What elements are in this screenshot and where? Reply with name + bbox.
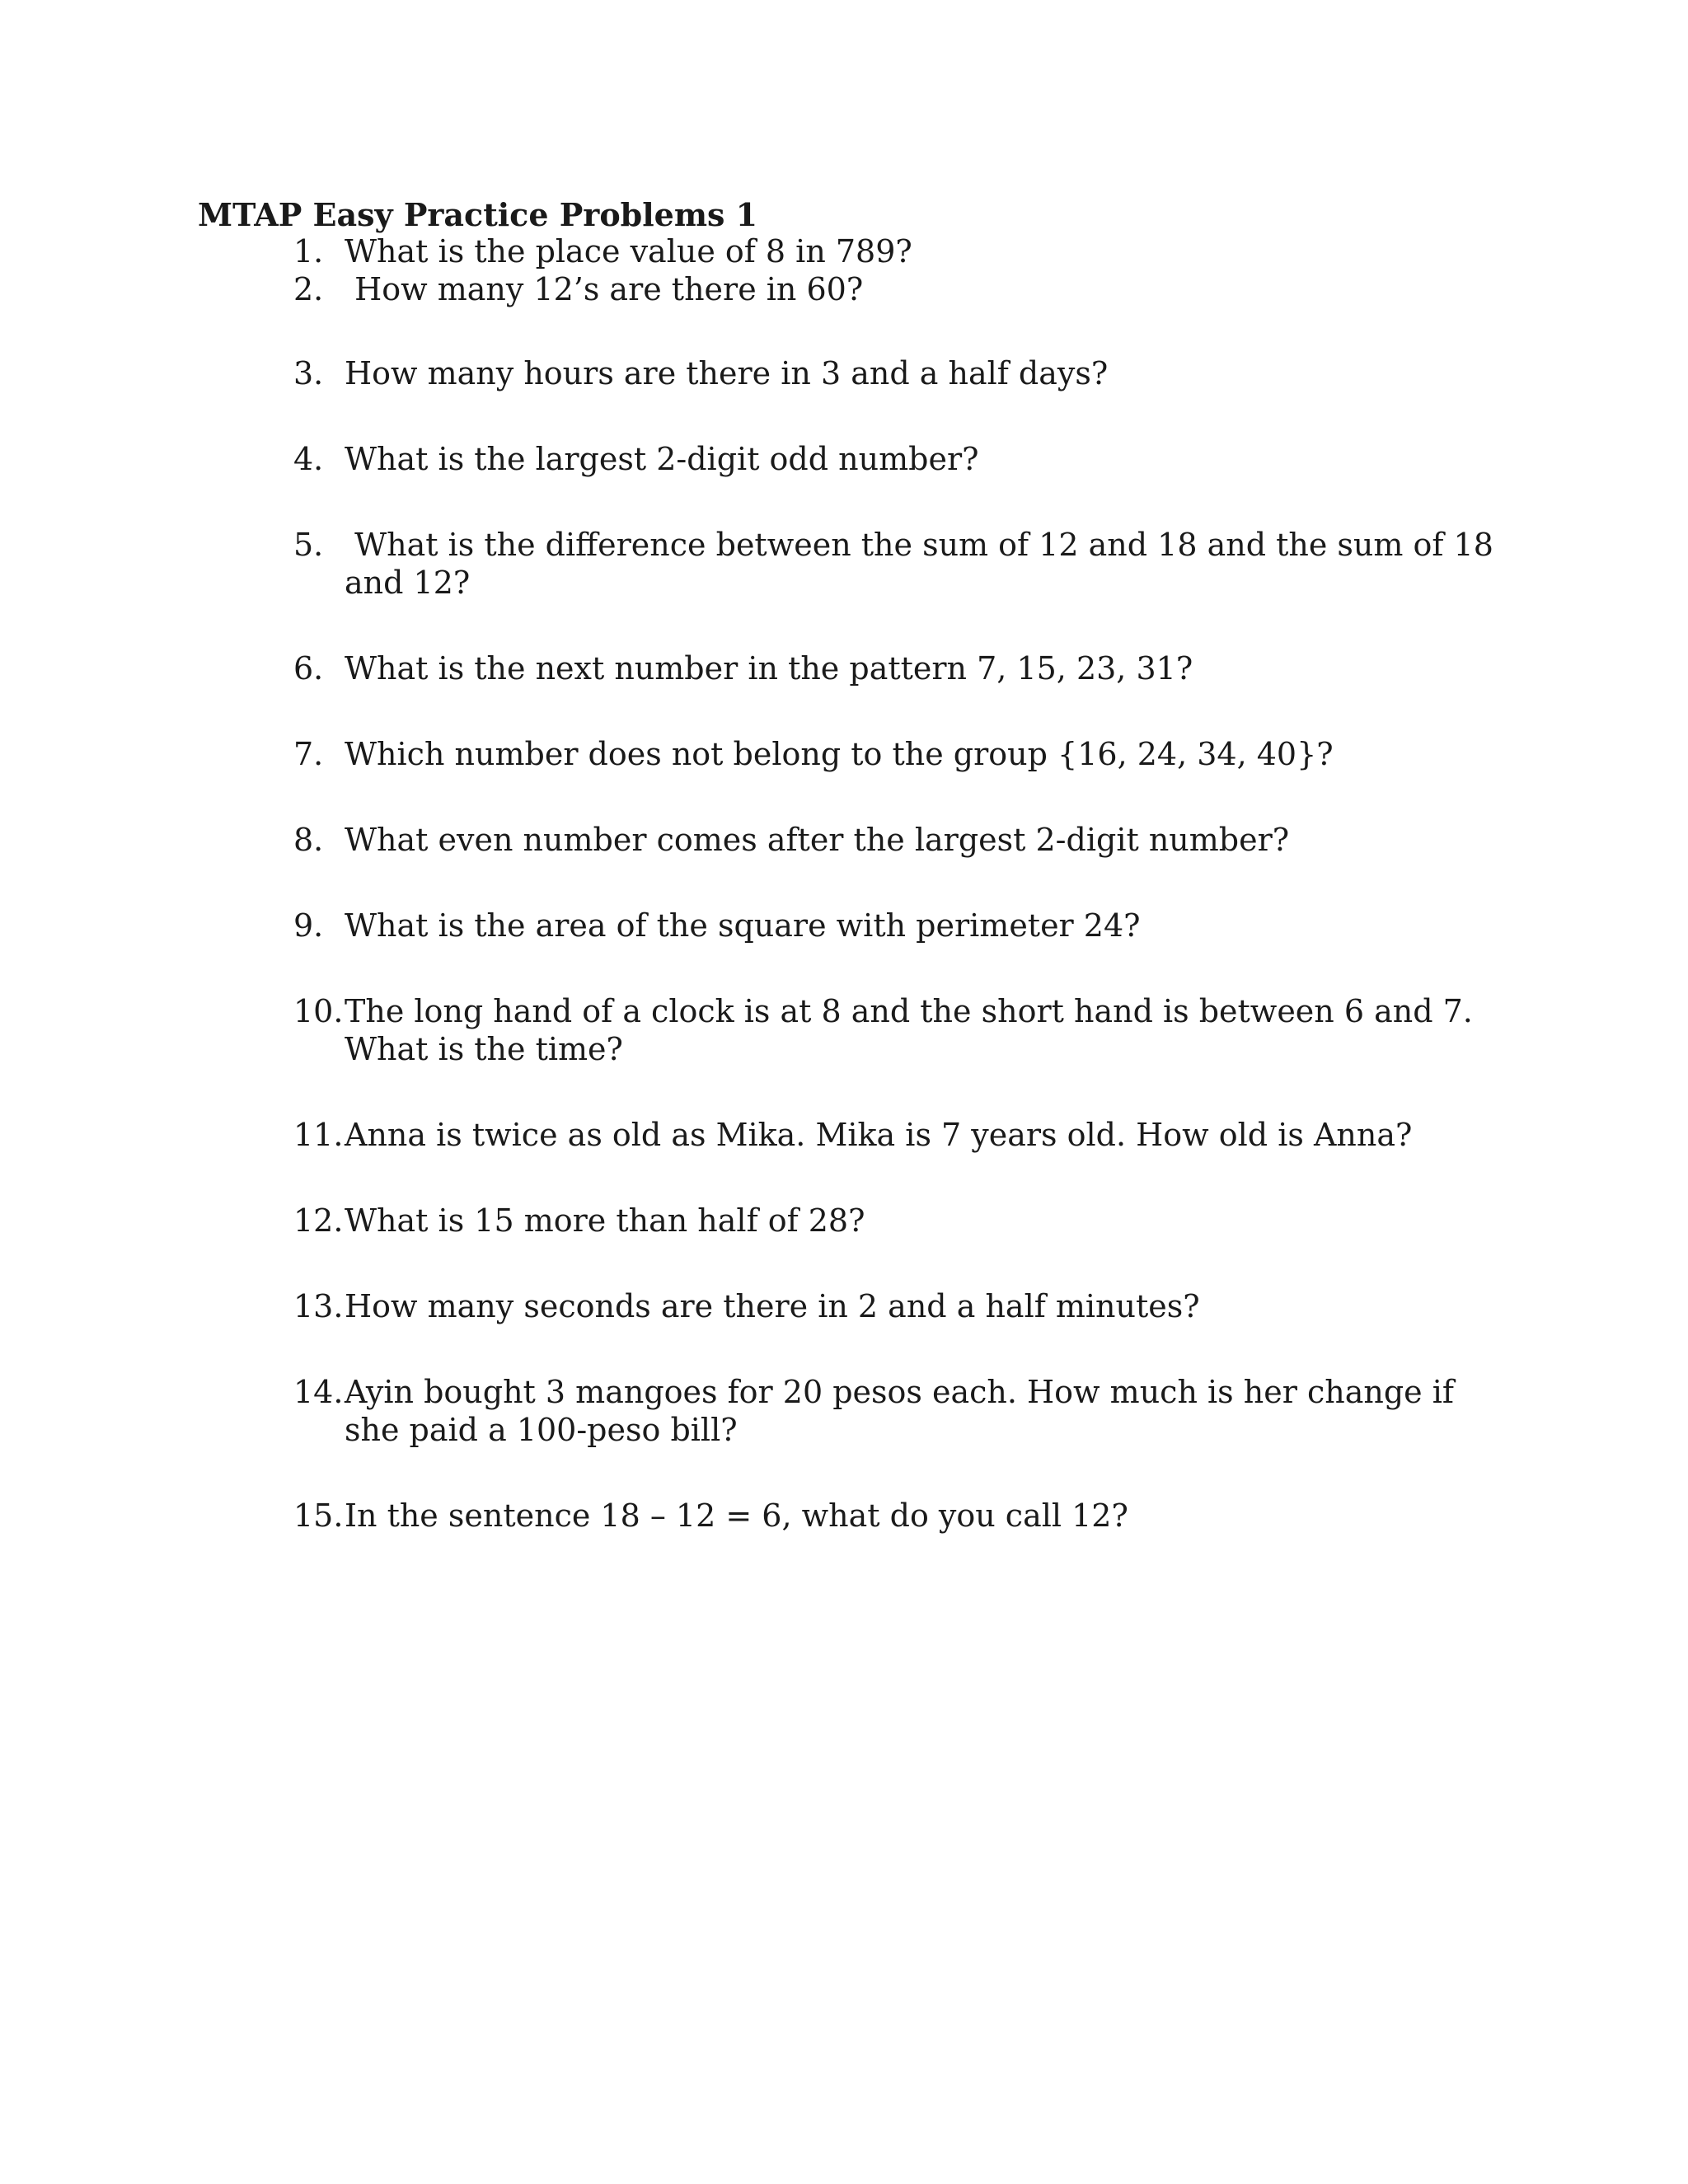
problem-number: 10. <box>293 993 344 1029</box>
problem-number: 15. <box>293 1497 344 1534</box>
problem-number: 9. <box>293 907 324 944</box>
problem-5 <box>293 526 1503 602</box>
problem-number: 2. <box>293 271 324 307</box>
problem-text: How many 12’s are there in 60? <box>345 271 864 307</box>
problem-text: What is the difference between the sum of 12 and 18 and the sum of 18 and 12? <box>345 527 1503 601</box>
problem-text: What is the next number in the pattern 7, 15, 23, 31? <box>345 650 1193 687</box>
problem-13 <box>293 1287 1497 1325</box>
problem-text: The long hand of a clock is at 8 and the short hand is between 6 and 7. What is the time? <box>345 993 1473 1067</box>
problem-9 <box>293 907 1497 944</box>
problem-1 <box>293 232 1497 270</box>
page-title: MTAP Easy Practice Problems 1 <box>198 196 758 233</box>
problem-number: 14. <box>293 1374 344 1410</box>
problem-10 <box>293 992 1497 1068</box>
problem-15 <box>293 1497 1497 1535</box>
problem-14 <box>293 1373 1497 1449</box>
problem-number: 7. <box>293 736 324 772</box>
problem-text: How many hours are there in 3 and a half days? <box>345 355 1109 391</box>
problem-2 <box>293 270 1497 308</box>
problem-number: 12. <box>293 1202 344 1239</box>
problem-12 <box>293 1202 1497 1240</box>
problem-text: What is the largest 2-digit odd number? <box>345 441 979 477</box>
problem-number: 1. <box>293 233 324 269</box>
problem-text: In the sentence 18 – 12 = 6, what do you call 12? <box>345 1497 1128 1534</box>
problem-text: How many seconds are there in 2 and a half minutes? <box>345 1288 1200 1324</box>
problem-8 <box>293 821 1497 859</box>
problem-number: 4. <box>293 441 324 477</box>
problem-7 <box>293 735 1497 773</box>
problem-3 <box>293 354 1497 392</box>
problem-number: 5. <box>293 527 324 563</box>
problem-text: What is the area of the square with perimeter 24? <box>345 907 1141 944</box>
problem-number: 11. <box>293 1117 344 1153</box>
problem-text: What is 15 more than half of 28? <box>345 1202 865 1239</box>
problem-text: Anna is twice as old as Mika. Mika is 7 years old. How old is Anna? <box>345 1117 1413 1153</box>
problem-text: What is the place value of 8 in 789? <box>345 233 912 269</box>
problem-number: 13. <box>293 1288 344 1324</box>
problem-number: 6. <box>293 650 324 687</box>
problem-11 <box>293 1116 1497 1154</box>
problem-6 <box>293 649 1497 687</box>
problem-text: Ayin bought 3 mangoes for 20 pesos each. How much is her change if she paid a 100-peso bill? <box>345 1374 1454 1448</box>
problem-text: Which number does not belong to the group {16, 24, 34, 40}? <box>345 736 1334 772</box>
problem-number: 3. <box>293 355 324 391</box>
problem-number: 8. <box>293 822 324 858</box>
problem-4 <box>293 440 1497 478</box>
problem-text: What even number comes after the largest 2-digit number? <box>345 822 1290 858</box>
